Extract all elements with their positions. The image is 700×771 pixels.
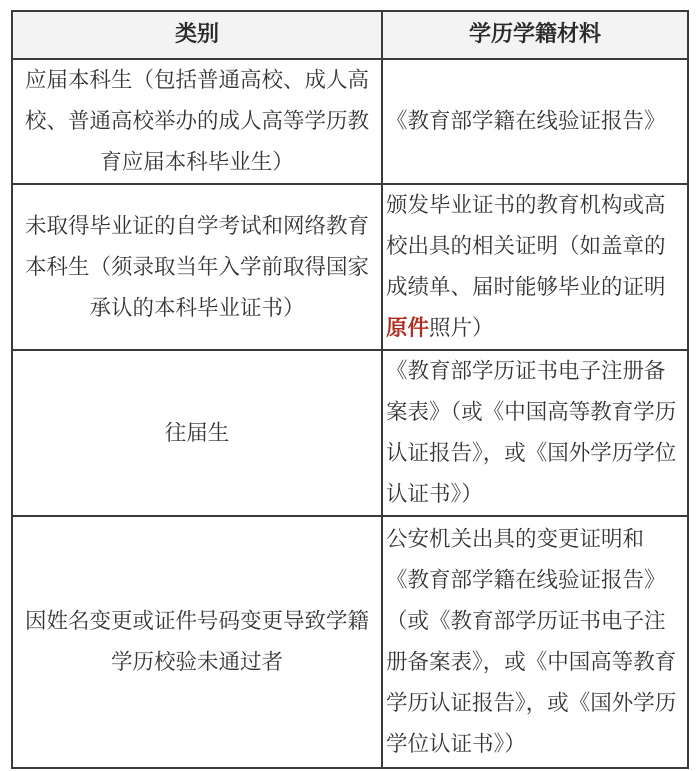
header-category: 类别 bbox=[12, 11, 382, 59]
materials-table-container bbox=[11, 10, 687, 769]
row-materials: 《教育部学历证书电子注册备案表》（或《中国高等教育学历认证报告》，或《国外学历学位认证书》） bbox=[382, 350, 688, 516]
table-row bbox=[12, 184, 688, 350]
materials-highlight: 原件 bbox=[386, 316, 430, 341]
table-header-row bbox=[12, 11, 688, 59]
row-category: 往届生 bbox=[12, 350, 382, 516]
header-materials: 学历学籍材料 bbox=[382, 11, 688, 59]
materials-table bbox=[11, 10, 689, 769]
row-category: 未取得毕业证的自学考试和网络教育本科生（须录取当年入学前取得国家承认的本科毕业证书） bbox=[12, 184, 382, 350]
row-materials: 公安机关出具的变更证明和《教育部学籍在线验证报告》（或《教育部学历证书电子注册备案表》，或《中国高等教育学历认证报告》，或《国外学历学位认证书》） bbox=[382, 516, 688, 768]
materials-text: 颁发毕业证书的教育机构或高校出具的相关证明（如盖章的成绩单、届时能够毕业的证明 bbox=[386, 193, 666, 300]
table-row bbox=[12, 350, 688, 516]
materials-text-end: 照片） bbox=[429, 316, 494, 341]
row-materials: 《教育部学籍在线验证报告》 bbox=[382, 59, 688, 184]
table-row bbox=[12, 59, 688, 184]
row-materials bbox=[382, 184, 688, 350]
table-row bbox=[12, 516, 688, 768]
row-category: 因姓名变更或证件号码变更导致学籍学历校验未通过者 bbox=[12, 516, 382, 768]
row-category: 应届本科生（包括普通高校、成人高校、普通高校举办的成人高等学历教育应届本科毕业生） bbox=[12, 59, 382, 184]
